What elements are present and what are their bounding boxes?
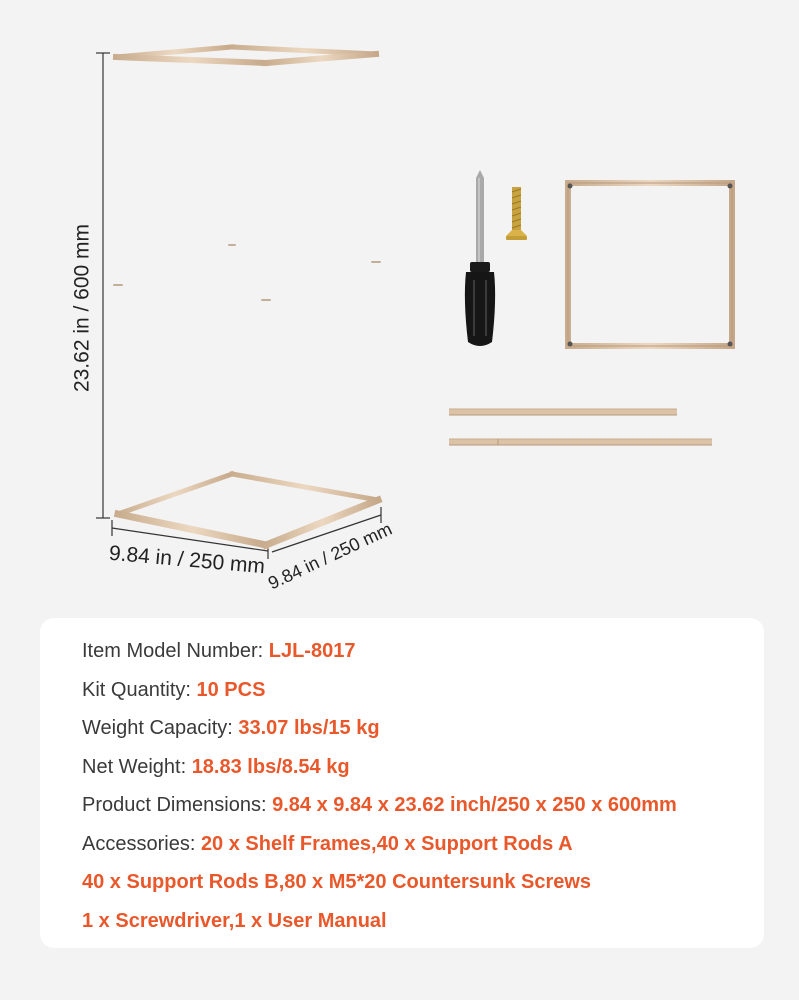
- height-dimension-label: 23.62 in / 600 mm: [70, 223, 94, 393]
- spec-label: Net Weight:: [82, 755, 187, 778]
- spec-quantity-row: [82, 671, 764, 710]
- spec-value: 33.07 lbs/15 kg: [238, 717, 380, 739]
- spec-value: 18.83 lbs/8.54 kg: [191, 755, 350, 778]
- spec-value: 9.84 x 9.84 x 23.62 inch/250 x 250 x 600mm: [272, 794, 677, 816]
- height-dimension-line: [96, 53, 110, 518]
- spec-value: 10 PCS: [196, 678, 266, 701]
- spec-net-weight-row: [82, 748, 764, 787]
- shelf-frame-holes: [568, 184, 733, 347]
- screwdriver-icon: [465, 170, 495, 346]
- spec-label: Product Dimensions:: [82, 794, 267, 816]
- spec-value: 40 x Support Rods B,80 x M5*20 Countersunk Screws: [82, 871, 592, 893]
- specifications-card: [40, 618, 764, 948]
- spec-dimensions-row: [82, 786, 764, 825]
- screw-icon: [506, 187, 527, 240]
- spec-accessories-line-2: [82, 863, 764, 902]
- depth-dimension-label: 9.84 in / 250 mm: [265, 518, 395, 594]
- spec-accessories-line-3: [82, 902, 764, 941]
- support-rod-icon: [449, 409, 712, 445]
- spec-label: Item Model Number:: [82, 640, 264, 662]
- spec-capacity-row: [82, 709, 764, 748]
- spec-value: LJL-8017: [268, 640, 356, 662]
- spec-label: Weight Capacity:: [82, 717, 233, 739]
- frame-stand: [114, 47, 380, 545]
- spec-label: Kit Quantity:: [82, 678, 191, 701]
- spec-model-row: [82, 632, 764, 671]
- spec-label: Accessories:: [82, 832, 196, 855]
- spec-value: 20 x Shelf Frames,40 x Support Rods A: [200, 832, 573, 855]
- spec-value: 1 x Screwdriver,1 x User Manual: [82, 909, 387, 932]
- shelf-frame-icon: [568, 183, 732, 346]
- width-dimension-label: 9.84 in / 250 mm: [108, 541, 266, 579]
- spec-accessories-row: [82, 825, 764, 864]
